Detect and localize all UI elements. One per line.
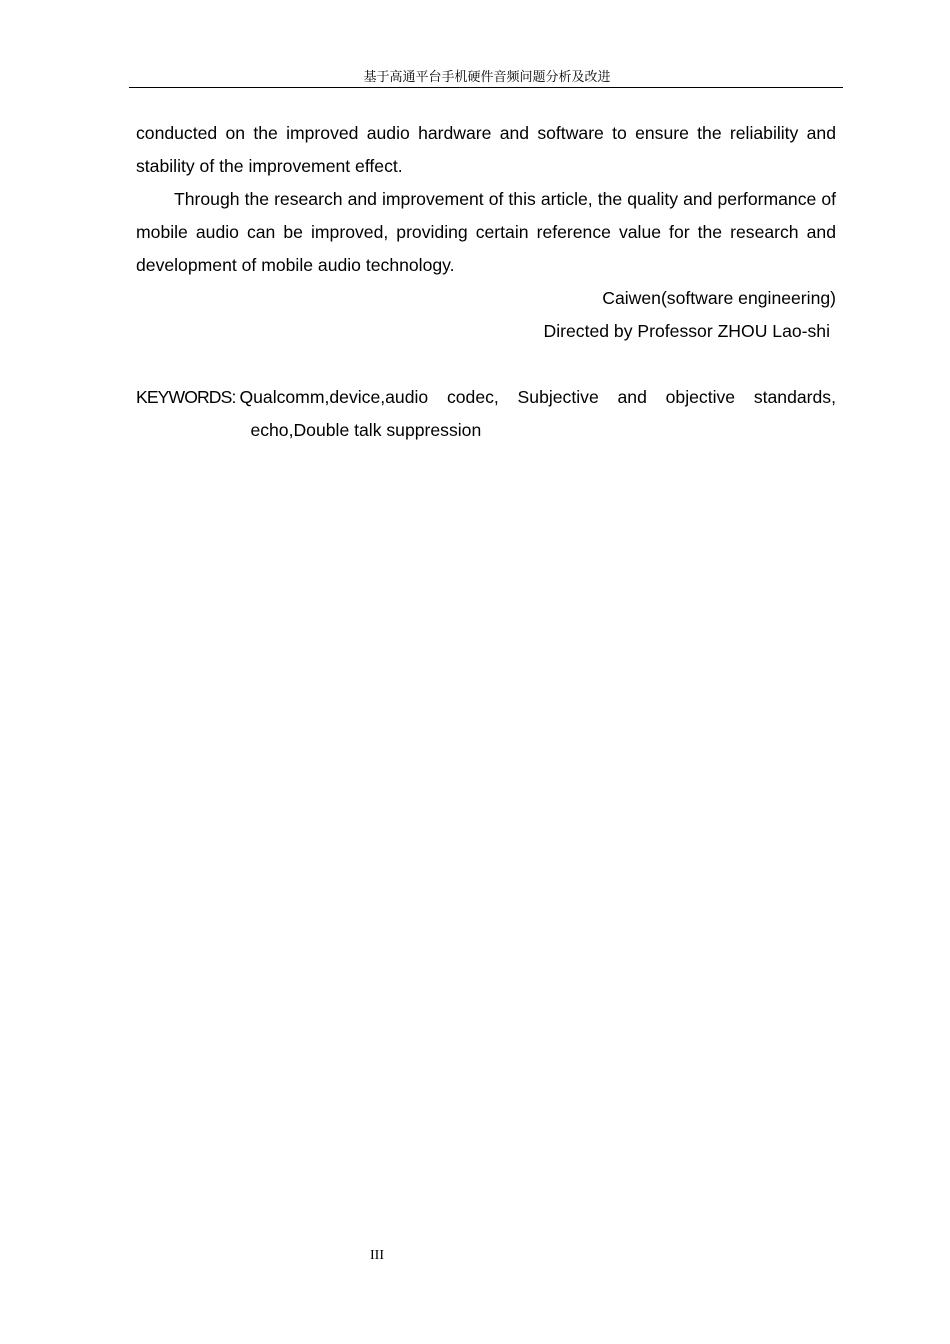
keywords-line-1: Qualcomm,device,audio codec, Subjective and objective standards, bbox=[239, 387, 836, 407]
keywords-label: KEYWORDS: bbox=[136, 387, 236, 407]
abstract-paragraph-continuation: conducted on the improved audio hardware and software to ensure the reliability and stability of the improvement effect. bbox=[136, 123, 836, 176]
header-rule bbox=[129, 87, 843, 88]
keywords-list bbox=[239, 381, 836, 447]
keywords-block bbox=[136, 381, 836, 447]
running-header: 基于高通平台手机硬件音频问题分析及改进 bbox=[363, 70, 611, 85]
advisor-line: Directed by Professor ZHOU Lao-shi bbox=[543, 321, 830, 341]
author-line: Caiwen(software engineering) bbox=[602, 288, 836, 308]
abstract-paragraph-conclusion: Through the research and improvement of this article, the quality and performance of mobile audio can be improved, providing certain reference value for the research and development of mobile audio technology. bbox=[136, 189, 836, 275]
keywords-line-2: echo,Double talk suppression bbox=[250, 420, 482, 440]
abstract-body bbox=[136, 117, 836, 447]
page-number: III bbox=[370, 1248, 384, 1263]
